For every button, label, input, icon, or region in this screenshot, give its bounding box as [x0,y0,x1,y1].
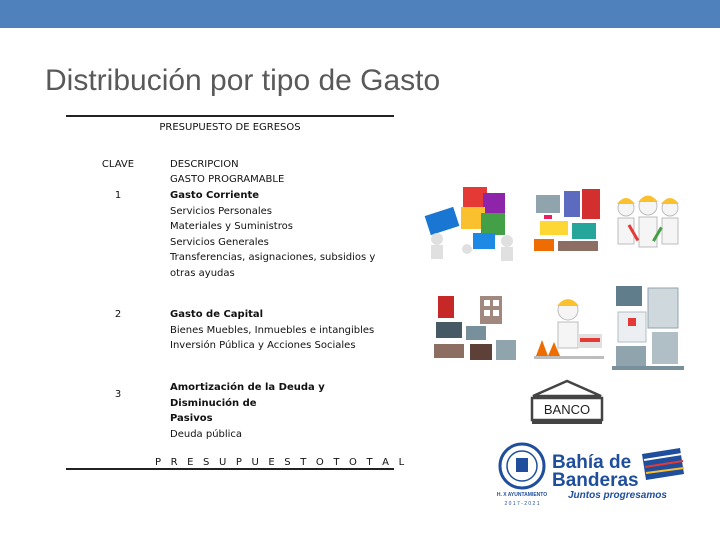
row-1-desc [170,188,395,281]
office-supplies-image [530,185,606,257]
buildings-image [612,282,684,372]
row-1-clave: 1 [114,190,122,201]
column-header-clave: CLAVE [101,159,135,170]
total-label: P R E S U P U E S T O T O T A L [155,457,408,468]
row-3-desc [170,380,395,442]
row-1-line: Gasto Corriente [170,190,260,201]
municipal-seal-logo [494,440,550,508]
row-2-desc [170,307,395,354]
row-gasto-programable: GASTO PROGRAMABLE [170,174,285,185]
row-1-line: Servicios Personales [170,205,272,217]
furniture-image [430,292,522,364]
row-2-line: Inversión Pública y Acciones Sociales [170,340,356,351]
row-2-clave: 2 [114,309,122,320]
top-accent-bar [0,0,720,28]
table-bottom-rule [66,468,394,470]
bank-label: BANCO [543,402,591,417]
row-3-line: Amortización de la Deuda y Disminución de [170,382,325,409]
puzzle-team-image [415,183,520,263]
row-2-line: Gasto de Capital [170,309,264,320]
row-1-line: Servicios Generales [170,236,269,248]
row-3-line: Pasivos [170,413,213,424]
row-1-line: Materiales y Suministros [170,221,293,232]
construction-worker-image [530,290,605,362]
bahia-de-banderas-logo [548,444,688,504]
bank-icon [527,378,607,426]
table-heading: PRESUPUESTO DE EGRESOS [159,122,301,133]
row-1-line: Transferencias, asignaciones, subsidios y [170,252,376,263]
logo-city-line1: Bahía de [552,452,632,473]
logo-slogan: Juntos progresamos [568,490,667,501]
workers-image [612,186,684,256]
slide-title: Distribución por tipo de Gasto [45,64,441,97]
row-1-line: otras ayudas [170,267,235,279]
table-top-rule [66,115,394,117]
seal-text: H. X AYUNTAMIENTO [496,492,548,498]
seal-years: 2 0 1 7 - 2 0 2 1 [504,501,540,507]
row-3-line: Deuda pública [170,428,243,440]
logo-city-line2: Banderas [552,470,639,491]
column-header-descripcion: DESCRIPCION [170,159,239,170]
row-3-clave: 3 [114,389,122,400]
row-2-line: Bienes Muebles, Inmuebles e intangibles [170,324,375,336]
